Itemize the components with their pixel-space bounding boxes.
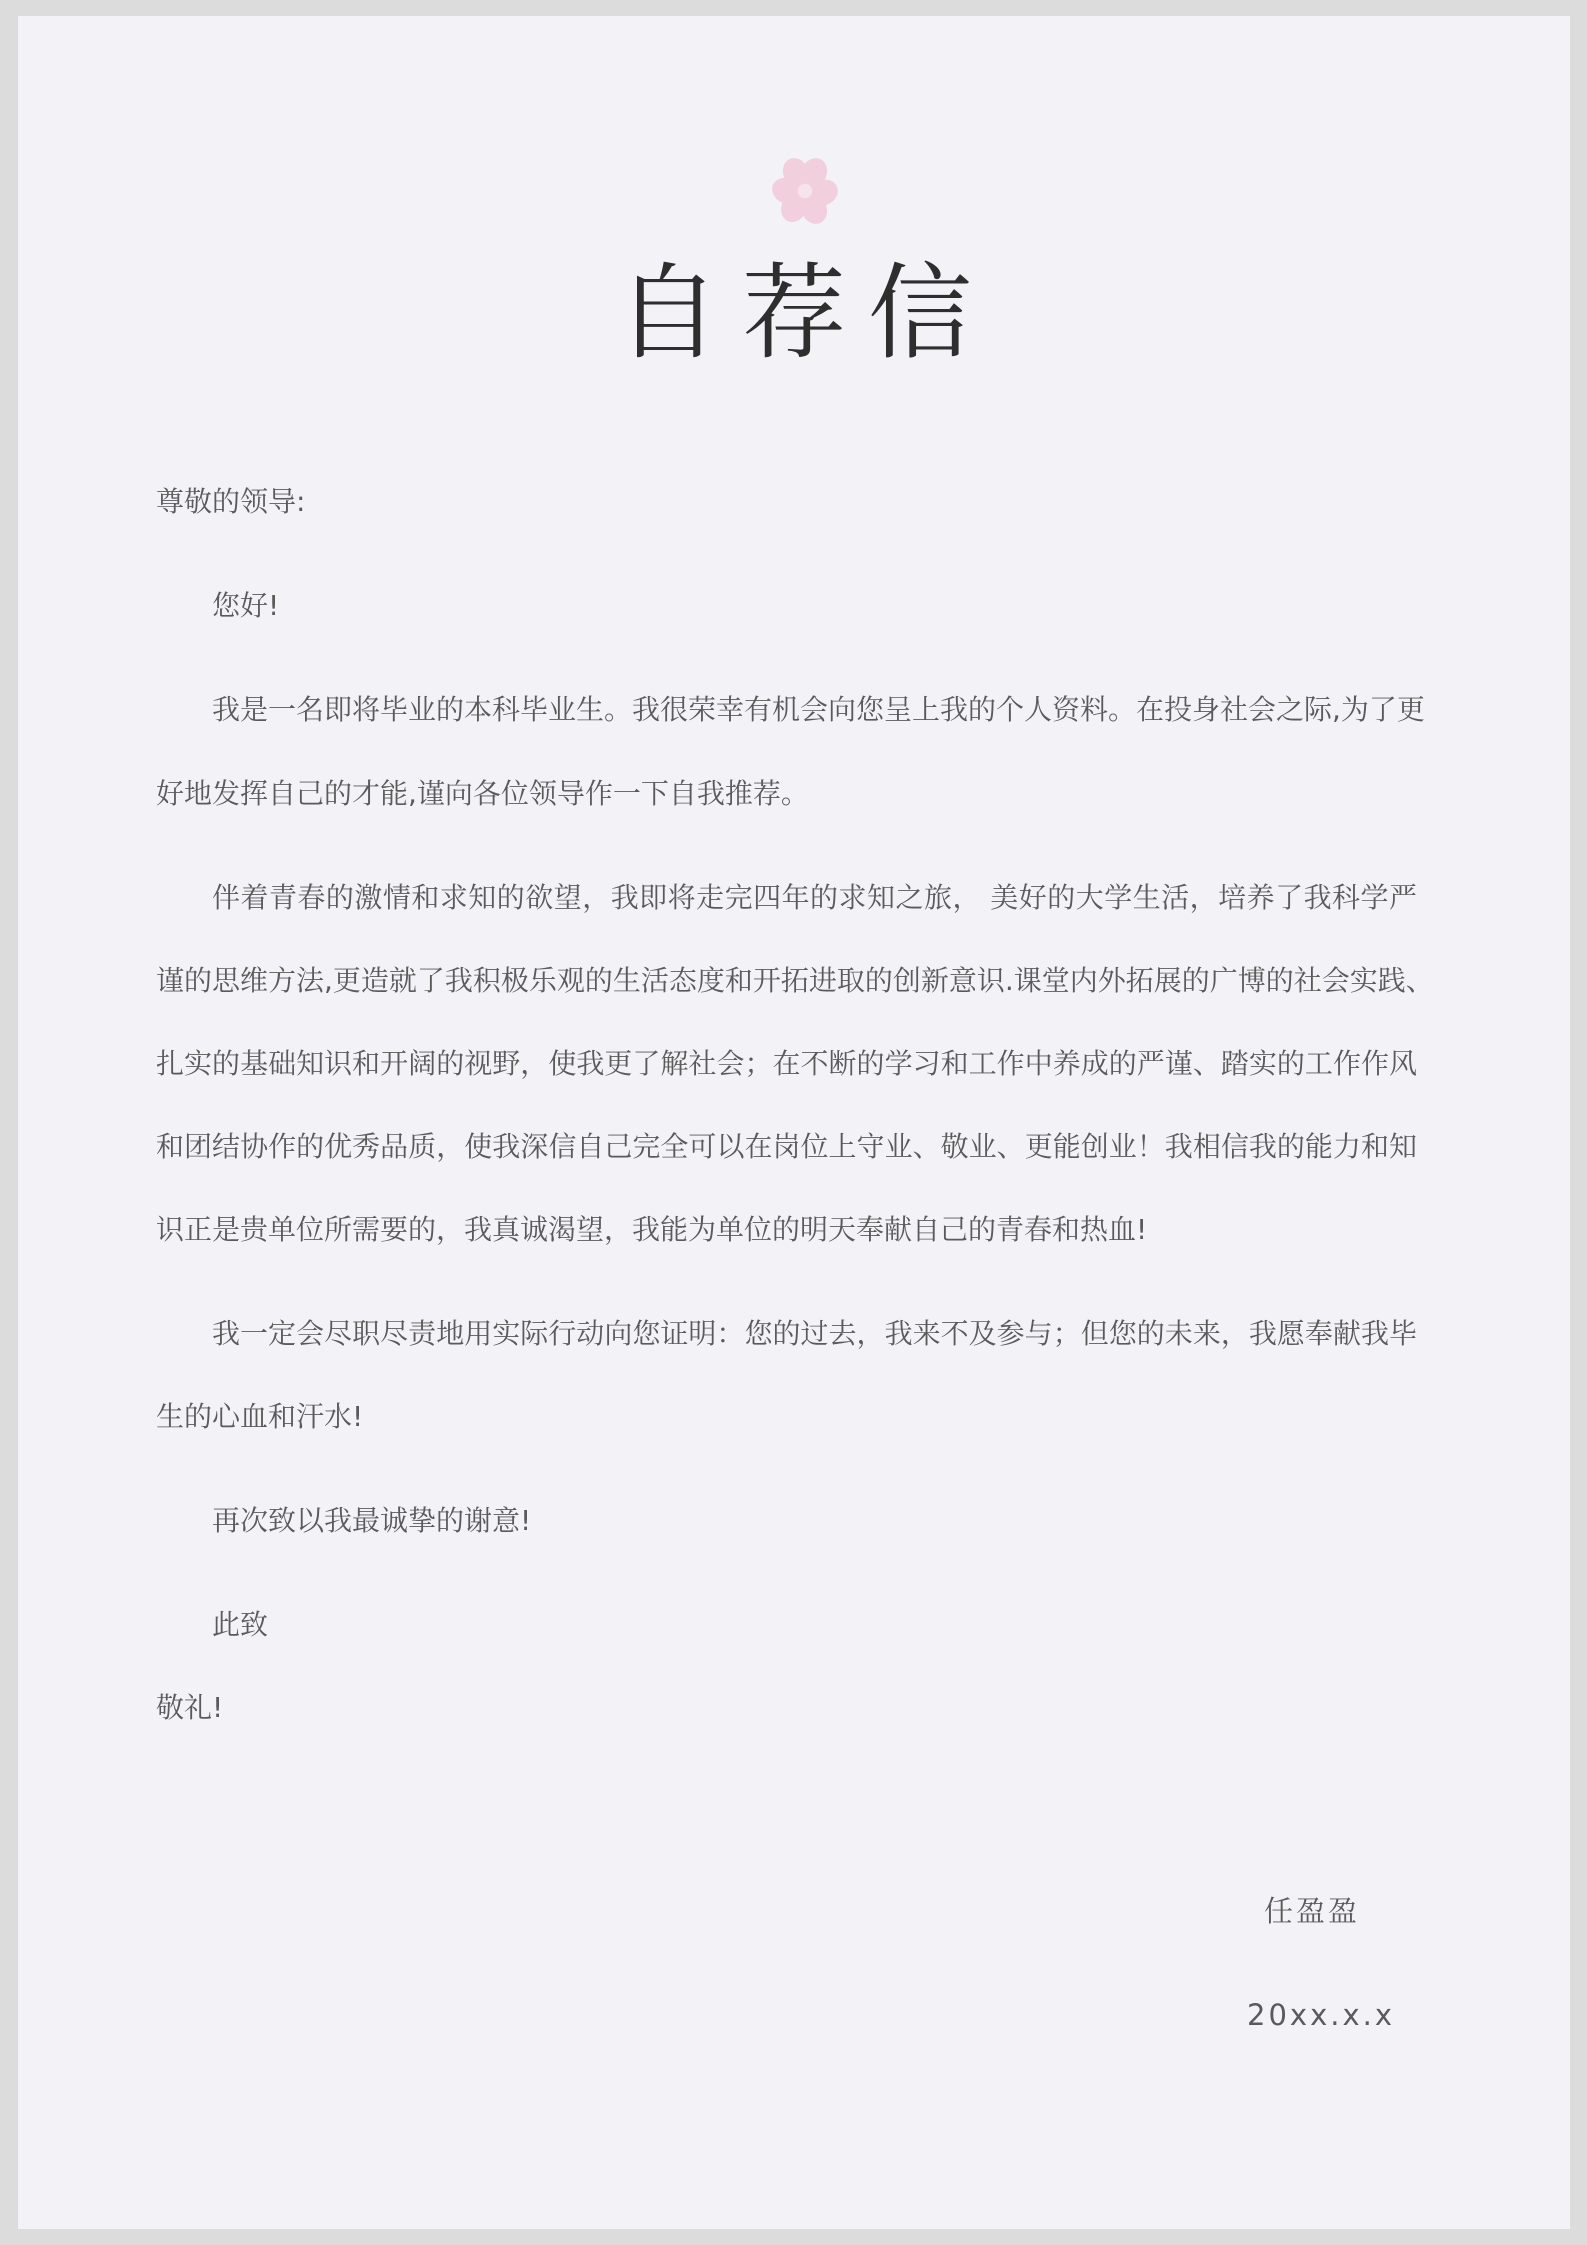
- paragraph3-line1: 我一定会尽职尽责地用实际行动向您证明：您的过去，我来不及参与；但您的未来，我愿奉献我毕: [212, 1317, 1417, 1350]
- closing-cizhi: 此致: [212, 1608, 269, 1641]
- paragraph1-line1: 我是一名即将毕业的本科毕业生。我很荣幸有机会向您呈上我的个人资料。在投身社会之际,为了更: [212, 693, 1425, 726]
- paragraph2-line2: 谨的思维方法,更造就了我积极乐观的生活态度和开拓进取的创新意识.课堂内外拓展的广博的社会实践、: [156, 964, 1434, 997]
- paragraph2-line5: 识正是贵单位所需要的，我真诚渴望，我能为单位的明天奉献自己的青春和热血!: [156, 1213, 1148, 1246]
- signature-date: 20xx.x.x: [1247, 1998, 1395, 2032]
- signature-name: 任盈盈: [1264, 1894, 1361, 1928]
- salutation: 尊敬的领导:: [156, 485, 306, 518]
- paragraph3-line2: 生的心血和汗水!: [156, 1400, 364, 1433]
- paragraph2-line1: 伴着青春的激情和求知的欲望，我即将走完四年的求知之旅， 美好的大学生活，培养了我科学严: [212, 881, 1417, 914]
- paragraph2-line3: 扎实的基础知识和开阔的视野，使我更了解社会；在不断的学习和工作中养成的严谨、踏实的工作作风: [156, 1047, 1417, 1080]
- paragraph2-line4: 和团结协作的优秀品质，使我深信自己完全可以在岗位上守业、敬业、更能创业！我相信我的能力和知: [156, 1130, 1417, 1163]
- greeting: 您好!: [212, 589, 280, 622]
- thanks-line: 再次致以我最诚挚的谢意!: [212, 1504, 532, 1537]
- paragraph1-line2: 好地发挥自己的才能,谨向各位领导作一下自我推荐。: [156, 777, 809, 810]
- letter-page: [18, 16, 1570, 2229]
- page-title: 自荐信: [615, 252, 994, 374]
- closing-jingli: 敬礼!: [156, 1691, 224, 1724]
- four-leaf-clover-icon: [760, 146, 850, 236]
